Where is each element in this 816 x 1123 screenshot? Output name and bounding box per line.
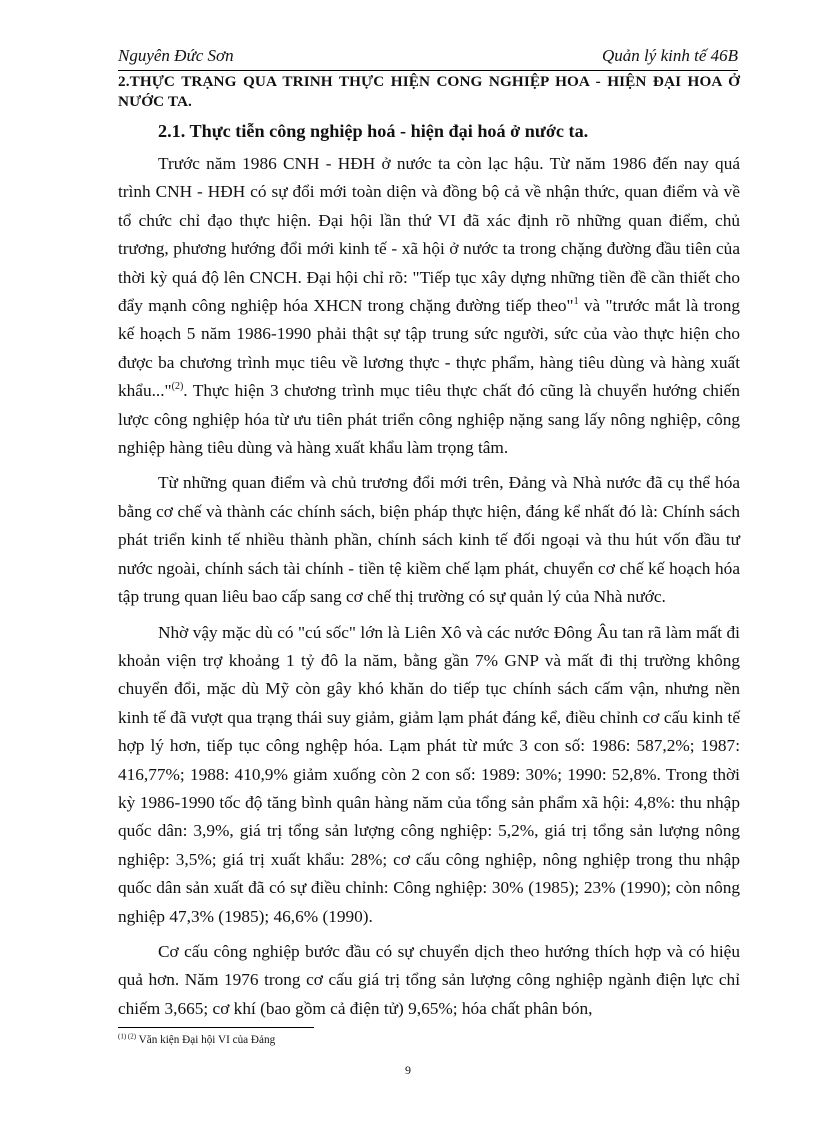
footnote-ref-2: (2) [171, 381, 184, 393]
footnote-text: Văn kiện Đại hội VI của Đảng [136, 1034, 276, 1046]
paragraph-1-part-2: và "trước mắt là trong kế hoạch 5 năm 1986-1990 phải thật sự tập trung sức người, sức của vào thực hiện cho được ba chương trình mục tiêu về lương thực - thực phẩm, hàng tiêu dùng và hàng xuất khẩu..." [118, 296, 741, 401]
paragraph-3: Nhờ vậy mặc dù có "cú sốc" lớn là Liên Xô và các nước Đông Âu tan rã làm mất đi khoản viện trợ khoảng 1 tỷ đô la năm, bằng gần 7% GNP và mất đi thị trường không chuyển đổi, mặc dù Mỹ còn gây khó khăn do tiếp tục chính sách cấm vận, nhưng nền kinh tế đã vượt qua trạng thái suy giảm, giảm lạm phát đáng kể, điều chỉnh cơ cấu kinh tế hợp lý hơn, tiếp tục công nghệp hóa. Lạm phát từ mức 3 con số: 1986: 587,2%; 1987: 416,77%; 1988: 410,9% giảm xuống còn 2 con số: 1989: 30%; 1990: 52,8%. Trong thời kỳ 1986-1990 tốc độ tăng bình quân hàng năm của tổng sản phẩm xã hội: 4,8%: thu nhập quốc dân: 3,9%, giá trị tổng sản lượng công nghiệp: 5,2%, giá trị tổng sản lượng nông nghiệp: 3,5%; giá trị xuất khẩu: 28%; cơ cấu công nghiệp, nông nghiệp trong thu nhập quốc dân sản xuất đã có sự điều chỉnh: Công nghiệp: 30% (1985); 23% (1990); còn nông nghiệp 47,3% (1985); 46,6% (1990). [118, 622, 740, 926]
body-text [118, 150, 740, 1030]
paragraph-1 [118, 150, 740, 462]
subsection-heading: 2.1. Thực tiễn công nghiệp hoá - hiện đại hoá ở nước ta. [158, 121, 589, 141]
paragraph-2: Từ những quan điểm và chủ trương đổi mới trên, Đảng và Nhà nước đã cụ thể hóa bằng cơ chế và thành các chính sách, biện pháp thực hiện, đáng kể nhất đó là: Chính sách phát triển kinh tế nhiều thành phần, chính sách kinh tế đối ngoại và thu hút vốn đầu tư nước ngoài, chính sách tài chính - tiền tệ kiềm chế lạm phát, chuyển cơ chế kế hoạch hóa tập trung quan liêu bao cấp sang cơ chế thị trường có sự quản lý của Nhà nước. [118, 473, 740, 607]
paragraph-4: Cơ cấu công nghiệp bước đầu có sự chuyển dịch theo hướng thích hợp và có hiệu quả hơn. Năm 1976 trong cơ cấu giá trị tổng sản lượng công nghiệp ngành điện lực chỉ chiếm 3,665; cơ khí (bao gồm cả điện tử) 9,65%; hóa chất phân bón, [118, 941, 740, 1018]
header-course: Quản lý kinh tế 46B [602, 46, 738, 65]
footnote-ref-1: 1 [573, 296, 579, 308]
footnote-markers: (1) (2) [118, 1032, 137, 1041]
paragraph-1-part-1: Trước năm 1986 CNH - HĐH ở nước ta còn lạc hậu. Từ năm 1986 đến nay quá trình CNH - HĐH có sự đổi mới toàn diện và đồng bộ cả về nhận thức, quan điểm và về tổ chức chỉ đạo thực hiện. Đại hội lần thứ VI đã xác định rõ những quan điểm, chủ trương, phương hướng đổi mới kinh tế - xã hội ở nước ta trong chặng đường đầu tiên của thời kỳ quá độ lên CNCH. Đại hội chỉ rõ: "Tiếp tục xây dựng những tiền đề cần thiết cho đẩy mạnh công nghiệp hóa XHCN trong chặng đường tiếp theo" [118, 154, 740, 316]
footnote [118, 1033, 275, 1047]
running-header [118, 44, 738, 71]
page-number: 9 [405, 1063, 411, 1077]
paragraph-1-part-3: . Thực hiện 3 chương trình mục tiêu thực chất đó cũng là chuyển hướng chiến lược công nghiệp hóa từ ưu tiên phát triển công nghiệp nặng sang lấy nông nghiệp, công nghiệp hàng tiêu dùng và hàng xuất khẩu làm trọng tâm. [118, 381, 740, 458]
footnote-divider [118, 1027, 314, 1028]
header-author: Nguyên Đức Sơn [118, 46, 234, 65]
section-heading: 2.THỰC TRẠNG QUA TRINH THỰC HIỆN CONG NGHIỆP HOA - HIỆN ĐẠI HOA Ở NƯỚC TA. [118, 73, 740, 110]
